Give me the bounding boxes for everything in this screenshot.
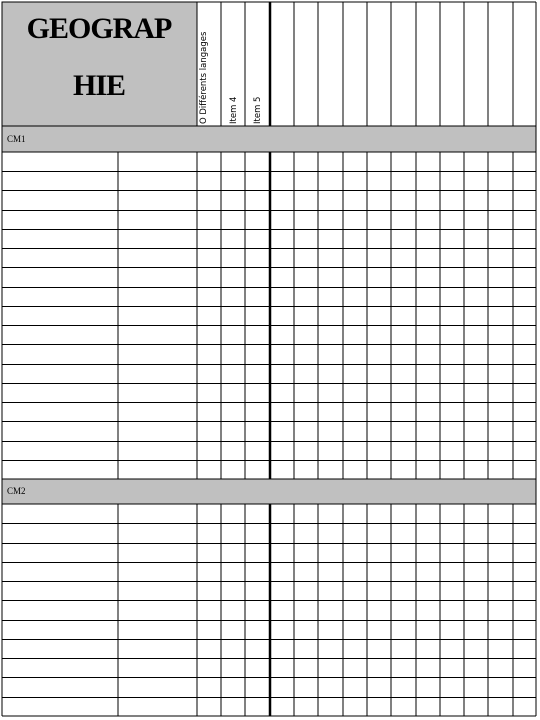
section-bar-cm2 <box>2 479 536 504</box>
column-header-3: Item 5 <box>253 96 263 124</box>
section-label-cm1: CM1 <box>7 134 26 144</box>
column-header-1: O Différents langages <box>199 31 209 124</box>
title-line-1: GEOGRAP <box>26 12 172 45</box>
title-line-2: HIE <box>72 69 126 102</box>
section-label-cm2: CM2 <box>7 486 26 496</box>
section-bar-cm1 <box>2 126 536 152</box>
column-header-2: Item 4 <box>229 96 239 124</box>
